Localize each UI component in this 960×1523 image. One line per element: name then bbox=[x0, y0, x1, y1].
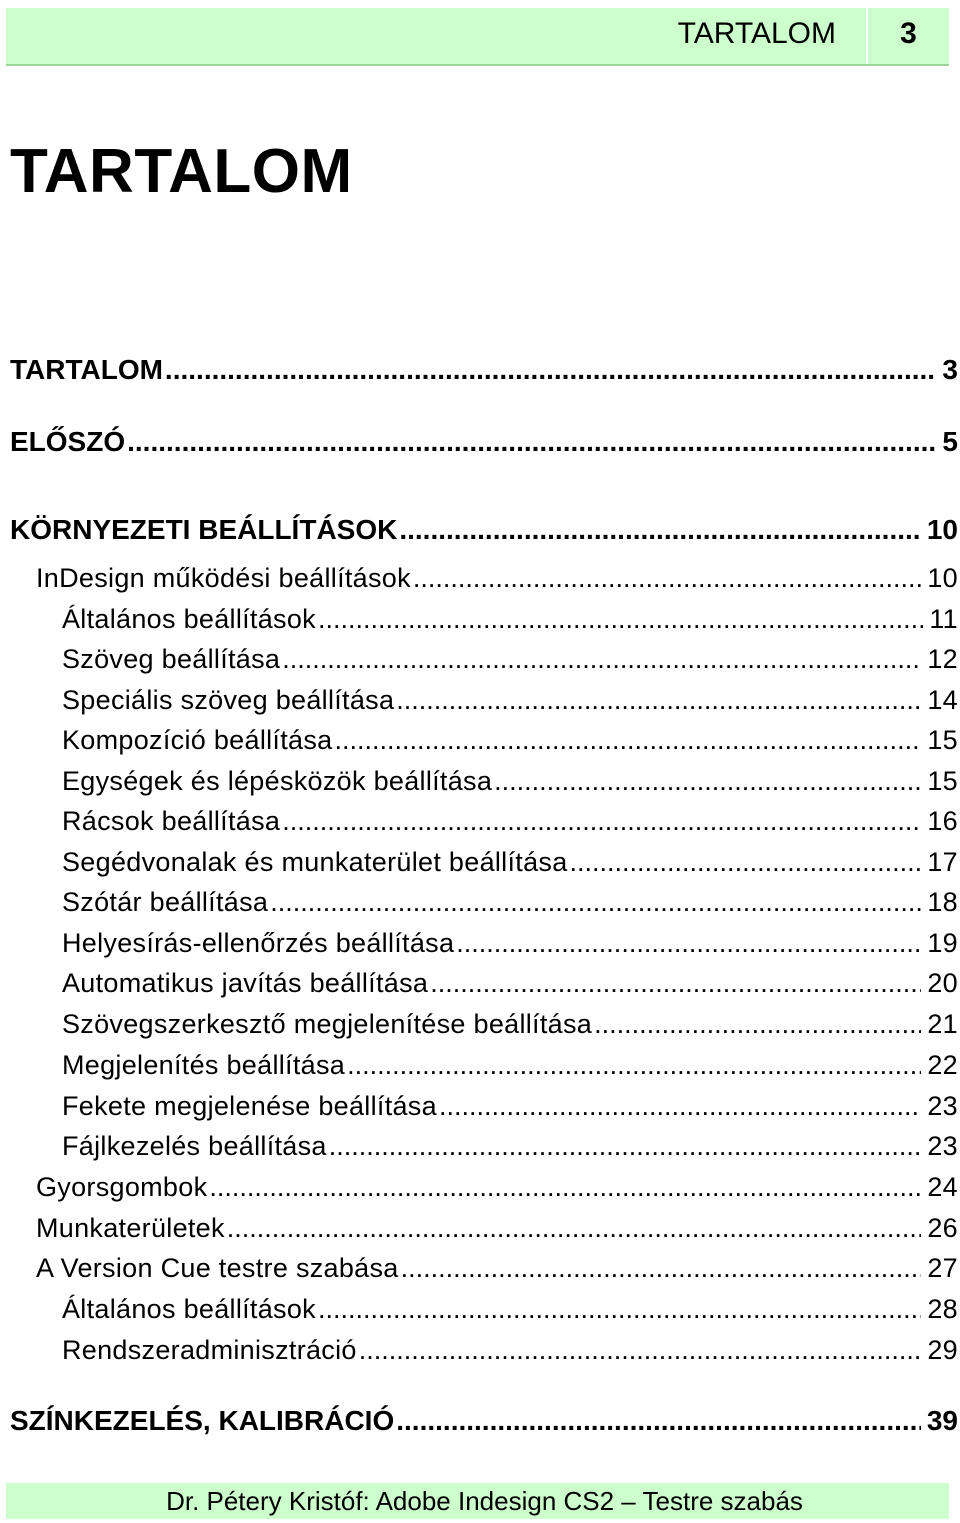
toc-entry-title: Szótár beállítása bbox=[62, 887, 269, 917]
toc-dot-leader bbox=[439, 1086, 921, 1126]
toc-entry-title: Munkaterületek bbox=[36, 1213, 225, 1243]
toc-entry-title: Megjelenítés beállítása bbox=[62, 1050, 346, 1080]
toc-dot-leader bbox=[329, 1126, 922, 1166]
toc-dot-leader bbox=[570, 842, 922, 882]
toc-entry-title: Egységek és lépésközök beállítása bbox=[62, 766, 493, 796]
toc-entry-title: A Version Cue testre szabása bbox=[36, 1253, 399, 1283]
toc-dot-leader bbox=[399, 510, 921, 550]
toc-entry-title: Speciális szöveg beállítása bbox=[62, 685, 395, 715]
toc-entry[interactable] bbox=[62, 923, 958, 963]
toc-entry[interactable] bbox=[62, 761, 958, 801]
header-page-number: 3 bbox=[900, 17, 917, 50]
toc-entry-page: 15 bbox=[927, 766, 958, 796]
toc-dot-leader bbox=[318, 599, 923, 639]
toc-dot-leader bbox=[594, 1004, 921, 1044]
toc-entry[interactable] bbox=[36, 1248, 958, 1288]
toc-dot-leader bbox=[396, 1401, 921, 1441]
toc-dot-leader bbox=[270, 882, 921, 922]
toc-dot-leader bbox=[165, 350, 937, 390]
running-footer bbox=[6, 1483, 949, 1519]
toc-entry-page: 24 bbox=[927, 1172, 958, 1202]
toc-entry-title: InDesign működési beállítások bbox=[36, 563, 411, 593]
page-title: TARTALOM bbox=[10, 137, 353, 206]
toc-entry-page: 17 bbox=[927, 847, 958, 877]
header-title: TARTALOM bbox=[677, 17, 836, 50]
toc-entry-page: 26 bbox=[927, 1213, 958, 1243]
toc-entry[interactable] bbox=[10, 1401, 958, 1441]
toc-entry-page: 5 bbox=[942, 426, 958, 457]
toc-entry-title: Rendszeradminisztráció bbox=[62, 1335, 357, 1365]
toc-entry[interactable] bbox=[62, 801, 958, 841]
toc-entry-page: 10 bbox=[926, 514, 958, 545]
toc-entry-page: 3 bbox=[942, 354, 958, 385]
toc-entry-title: KÖRNYEZETI BEÁLLÍTÁSOK bbox=[10, 514, 398, 545]
toc-entry-page: 11 bbox=[929, 604, 958, 634]
toc-entry[interactable] bbox=[62, 1004, 958, 1044]
toc-entry[interactable] bbox=[62, 1330, 958, 1370]
toc-entry[interactable] bbox=[62, 1126, 958, 1166]
footer-text: Dr. Pétery Kristóf: Adobe Indesign CS2 – Testre szabás bbox=[166, 1486, 803, 1516]
toc-dot-leader bbox=[282, 639, 921, 679]
toc-entry[interactable] bbox=[62, 1045, 958, 1085]
toc-entry-title: Kompozíció beállítása bbox=[62, 725, 333, 755]
toc-entry-page: 10 bbox=[927, 563, 958, 593]
toc-entry-page: 27 bbox=[927, 1253, 958, 1283]
toc-entry-title: Fekete megjelenése beállítása bbox=[62, 1091, 437, 1121]
toc-entry[interactable] bbox=[62, 639, 958, 679]
toc-entry[interactable] bbox=[62, 680, 958, 720]
toc-entry[interactable] bbox=[62, 1086, 958, 1126]
toc-entry-page: 23 bbox=[927, 1091, 958, 1121]
toc-dot-leader bbox=[282, 801, 921, 841]
toc-entry-title: ELŐSZÓ bbox=[10, 426, 126, 457]
toc-entry[interactable] bbox=[10, 510, 958, 550]
toc-entry-page: 28 bbox=[927, 1294, 958, 1324]
toc-entry-title: Helyesírás-ellenőrzés beállítása bbox=[62, 928, 455, 958]
toc-entry-title: Általános beállítások bbox=[62, 1294, 316, 1324]
toc-entry-page: 19 bbox=[927, 928, 958, 958]
toc-entry[interactable] bbox=[36, 558, 958, 598]
toc-entry[interactable] bbox=[62, 842, 958, 882]
toc-dot-leader bbox=[494, 761, 921, 801]
toc-entry-page: 39 bbox=[926, 1405, 958, 1436]
toc-entry[interactable] bbox=[10, 350, 958, 390]
toc-entry-page: 18 bbox=[927, 887, 958, 917]
toc-entry-page: 16 bbox=[927, 806, 958, 836]
toc-dot-leader bbox=[334, 720, 921, 760]
toc-entry-page: 14 bbox=[927, 685, 958, 715]
toc-entry-title: Segédvonalak és munkaterület beállítása bbox=[62, 847, 568, 877]
toc-dot-leader bbox=[318, 1289, 921, 1329]
toc-dot-leader bbox=[396, 680, 921, 720]
toc-dot-leader bbox=[359, 1330, 922, 1370]
toc-entry-page: 20 bbox=[927, 968, 958, 998]
toc-entry-page: 15 bbox=[927, 725, 958, 755]
toc-entry-title: Általános beállítások bbox=[62, 604, 316, 634]
toc-entry-page: 12 bbox=[927, 644, 958, 674]
toc-entry-title: Automatikus javítás beállítása bbox=[62, 968, 429, 998]
toc-entry-title: Szöveg beállítása bbox=[62, 644, 281, 674]
toc-dot-leader bbox=[430, 963, 921, 1003]
toc-entry[interactable] bbox=[62, 882, 958, 922]
toc-entry-title: SZÍNKEZELÉS, KALIBRÁCIÓ bbox=[10, 1405, 395, 1436]
toc-entry-title: Szövegszerkesztő megjelenítése beállítása bbox=[62, 1009, 593, 1039]
toc-dot-leader bbox=[127, 422, 936, 462]
toc-dot-leader bbox=[209, 1167, 921, 1207]
toc-dot-leader bbox=[413, 558, 921, 598]
toc-dot-leader bbox=[456, 923, 921, 963]
toc-entry[interactable] bbox=[62, 963, 958, 1003]
toc-entry[interactable] bbox=[62, 720, 958, 760]
toc-entry-page: 22 bbox=[927, 1050, 958, 1080]
toc-entry[interactable] bbox=[36, 1208, 958, 1248]
toc-entry-page: 21 bbox=[927, 1009, 958, 1039]
toc-entry-title: Rácsok beállítása bbox=[62, 806, 281, 836]
toc-entry[interactable] bbox=[10, 422, 958, 462]
toc-entry[interactable] bbox=[62, 1289, 958, 1329]
toc-dot-leader bbox=[401, 1248, 922, 1288]
toc-entry-title: Gyorsgombok bbox=[36, 1172, 208, 1202]
toc-dot-leader bbox=[347, 1045, 921, 1085]
toc-entry-title: TARTALOM bbox=[10, 354, 163, 385]
toc-entry-page: 23 bbox=[927, 1131, 958, 1161]
toc-dot-leader bbox=[227, 1208, 922, 1248]
toc-entry-title: Fájlkezelés beállítása bbox=[62, 1131, 327, 1161]
toc-entry-page: 29 bbox=[927, 1335, 958, 1365]
toc-entry[interactable] bbox=[62, 599, 958, 639]
toc-entry[interactable] bbox=[36, 1167, 958, 1207]
